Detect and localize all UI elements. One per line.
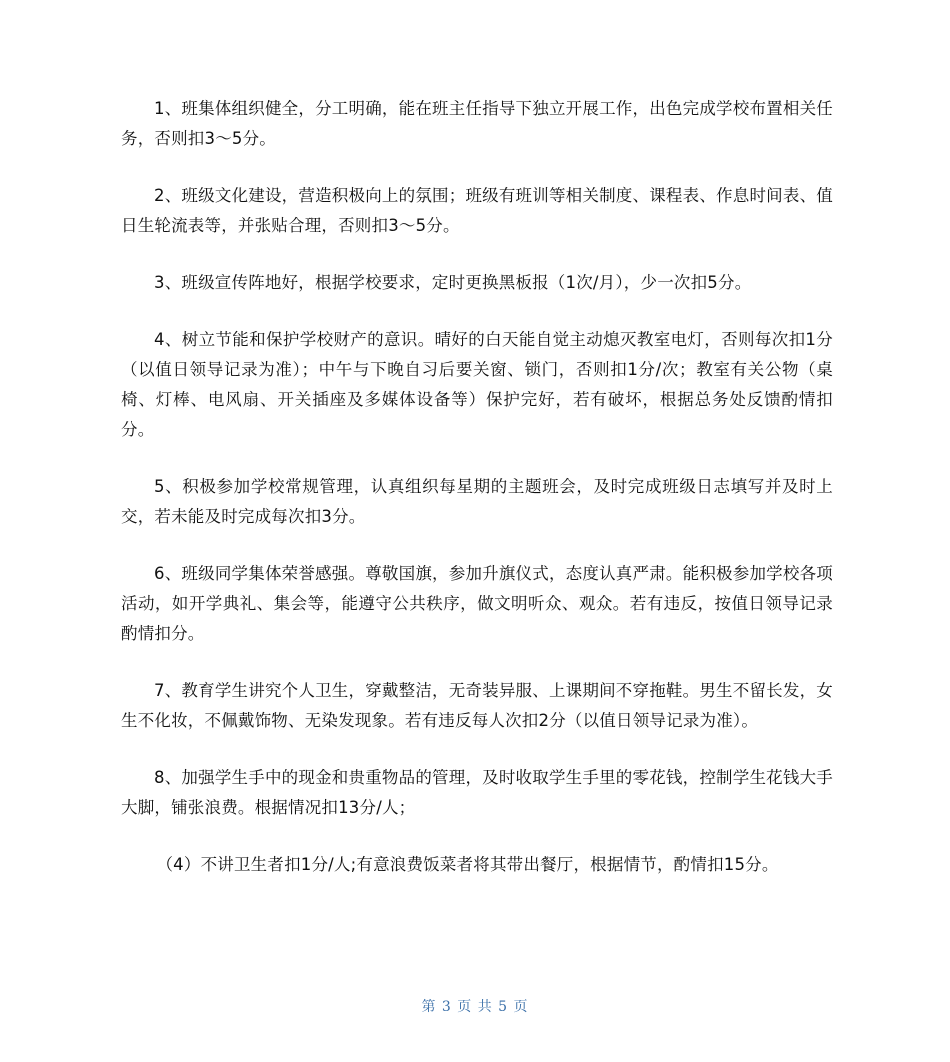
document-body	[121, 94, 833, 907]
paragraph-3: 3、班级宣传阵地好，根据学校要求，定时更换黑板报（1次/月），少一次扣5分。	[154, 273, 752, 292]
paragraph-9: （4）不讲卫生者扣1分/人;有意浪费饭菜者将其带出餐厅，根据情节，酌情扣15分。	[156, 855, 779, 874]
paragraph-5: 5、积极参加学校常规管理，认真组织每星期的主题班会，及时完成班级日志填写并及时上交，若未能及时完成每次扣3分。	[121, 477, 833, 526]
paragraph-2: 2、班级文化建设，营造积极向上的氛围；班级有班训等相关制度、课程表、作息时间表、值日生轮流表等，并张贴合理，否则扣3～5分。	[121, 186, 833, 235]
paragraph-7: 7、教育学生讲究个人卫生，穿戴整洁，无奇装异服、上课期间不穿拖鞋。男生不留长发，女生不化妆，不佩戴饰物、无染发现象。若有违反每人次扣2分（以值日领导记录为准）。	[121, 681, 833, 730]
paragraph-6: 6、班级同学集体荣誉感强。尊敬国旗，参加升旗仪式，态度认真严肃。能积极参加学校各项活动，如开学典礼、集会等，能遵守公共秩序，做文明听众、观众。若有违反，按值日领导记录酌情扣分。	[121, 564, 833, 643]
paragraph-4: 4、树立节能和保护学校财产的意识。晴好的白天能自觉主动熄灭教室电灯，否则每次扣1分（以值日领导记录为准）；中午与下晚自习后要关窗、锁门，否则扣1分/次；教室有关公物（桌椅、灯棒、电风扇、开关插座及多媒体设备等）保护完好，若有破坏，根据总务处反馈酌情扣分。	[121, 330, 833, 439]
paragraph-1: 1、班集体组织健全，分工明确，能在班主任指导下独立开展工作，出色完成学校布置相关任务，否则扣3～5分。	[121, 99, 833, 148]
page-number-footer: 第 3 页 共 5 页	[421, 999, 529, 1015]
paragraph-8: 8、加强学生手中的现金和贵重物品的管理，及时收取学生手里的零花钱，控制学生花钱大手大脚，铺张浪费。根据情况扣13分/人；	[121, 768, 833, 817]
